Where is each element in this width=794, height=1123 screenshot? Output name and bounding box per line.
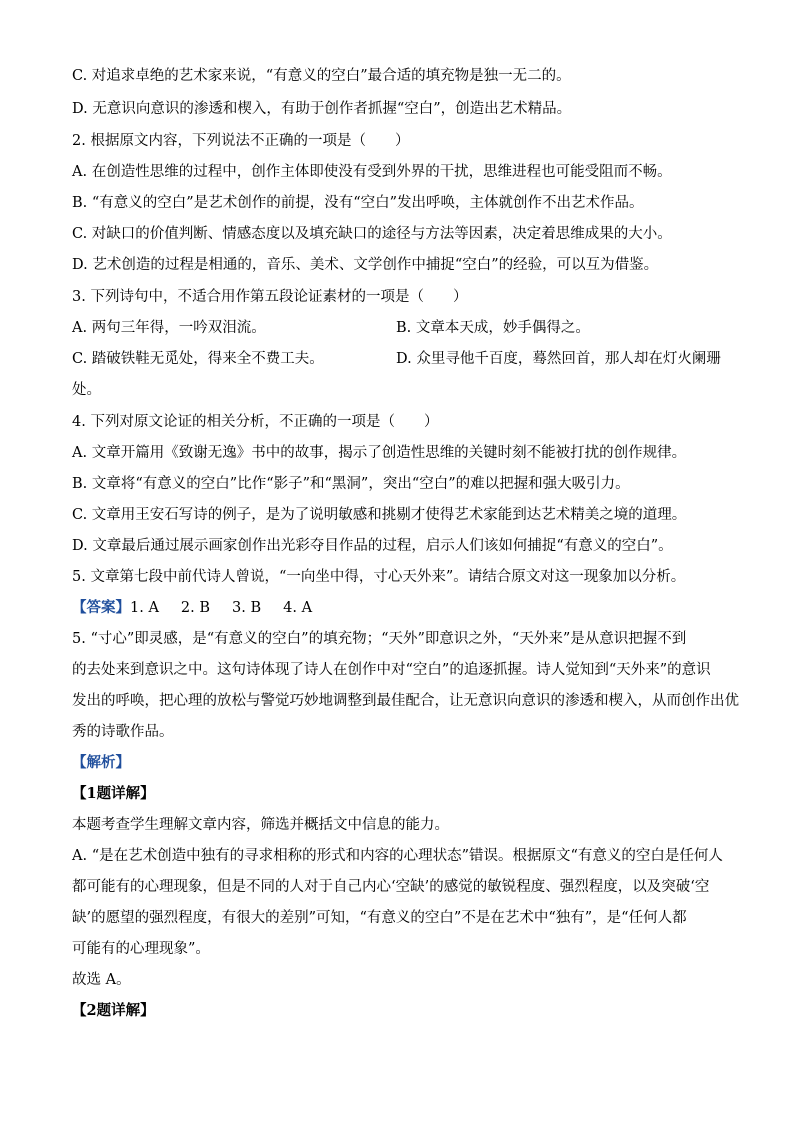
q3-stem: 3. 下列诗句中，不适合用作第五段论证素材的一项是（ ） bbox=[72, 289, 468, 305]
q2-option-d: D. 艺术创造的过程是相通的，音乐、美术、文学创作中捕捉“空白”的经验，可以互为借鉴。 bbox=[72, 257, 659, 273]
q1-detail-line: 都可能有的心理现象，但是不同的人对于自己内心‘空缺’的感觉的敏锐程度、强烈程度，以及突破‘空 bbox=[72, 879, 710, 895]
q5-stem: 5. 文章第七段中前代诗人曾说，“一向坐中得，寸心天外来”。请结合原文对这一现象加以分析。 bbox=[72, 569, 686, 585]
q1-detail-intro: 本题考查学生理解文章内容，筛选并概括文中信息的能力。 bbox=[72, 817, 449, 833]
answer-item: 4. A bbox=[283, 600, 313, 616]
answer-q5-line: 的去处来到意识之中。这句诗体现了诗人在创作中对“空白”的追逐抓握。诗人觉知到“天外来”的意识 bbox=[72, 662, 711, 678]
q1-detail-line: A. “是在艺术创造中独有的寻求相称的形式和内容的心理状态”错误。根据原文“有意义的空白是任何人 bbox=[72, 848, 723, 864]
q2-option-a: A. 在创造性思维的过程中，创作主体即使没有受到外界的干扰，思维进程也可能受阻而不畅。 bbox=[72, 164, 672, 180]
q1-option-c: C. 对追求卓绝的艺术家来说，“有意义的空白”最合适的填充物是独一无二的。 bbox=[72, 68, 571, 84]
q2-stem: 2. 根据原文内容，下列说法不正确的一项是（ ） bbox=[72, 133, 410, 149]
answer-q5-line: 5. “寸心”即灵感，是“有意义的空白”的填充物；“天外”即意识之外，“天外来”是从意识把握不到 bbox=[72, 631, 687, 647]
q3-options-row1 bbox=[72, 318, 724, 338]
q1-detail-line: 可能有的心理现象”。 bbox=[72, 941, 210, 957]
q3-option-d: D. 众里寻他千百度，蓦然回首，那人却在灯火阑珊 bbox=[396, 351, 721, 367]
answer-item: 2. B bbox=[180, 600, 211, 616]
q3-option-d-continued: 处。 bbox=[72, 382, 101, 398]
q1-option-d: D. 无意识向意识的渗透和楔入，有助于创作者抓握“空白”，创造出艺术精品。 bbox=[72, 101, 572, 117]
q4-stem: 4. 下列对原文论证的相关分析，不正确的一项是（ ） bbox=[72, 414, 439, 430]
answer-item: 1. A bbox=[130, 600, 159, 616]
analysis-label: 【解析】 bbox=[72, 754, 130, 771]
q1-detail-title: 【1题详解】 bbox=[72, 785, 155, 802]
q1-choice: 故选 A。 bbox=[72, 972, 131, 988]
answer-item: 3. B bbox=[232, 600, 262, 616]
q3-option-c: C. 踏破铁鞋无觅处，得来全不费工夫。 bbox=[72, 351, 324, 367]
q2-detail-title: 【2题详解】 bbox=[72, 1002, 155, 1019]
answer-q5-line: 发出的呼唤，把心理的放松与警觉巧妙地调整到最佳配合，让无意识向意识的渗透和楔入，从而创作出优 bbox=[72, 693, 739, 709]
q2-option-b: B. “有意义的空白”是艺术创作的前提，没有“空白”发出呼唤，主体就创作不出艺术作品。 bbox=[72, 195, 644, 211]
q3-options-row2 bbox=[72, 349, 724, 369]
q4-option-d: D. 文章最后通过展示画家创作出光彩夺目作品的过程，启示人们该如何捕捉“有意义的空白”。 bbox=[72, 538, 673, 554]
answer-q5-line: 秀的诗歌作品。 bbox=[72, 724, 174, 740]
q3-option-a: A. 两句三年得，一吟双泪流。 bbox=[72, 320, 266, 336]
answer-row bbox=[72, 598, 724, 618]
q4-option-a: A. 文章开篇用《致谢无逸》书中的故事，揭示了创造性思维的关键时刻不能被打扰的创作规律。 bbox=[72, 445, 687, 461]
q1-detail-line: 缺’的愿望的强烈程度，有很大的差别”可知，“有意义的空白”不是在艺术中“独有”，是“任何人都 bbox=[72, 910, 687, 926]
q4-option-c: C. 文章用王安石写诗的例子，是为了说明敏感和挑剔才使得艺术家能到达艺术精美之境的道理。 bbox=[72, 507, 687, 523]
q4-option-b: B. 文章将“有意义的空白”比作“影子”和“黑洞”，突出“空白”的难以把握和强大吸引力。 bbox=[72, 476, 630, 492]
q3-option-b: B. 文章本天成，妙手偶得之。 bbox=[396, 320, 590, 336]
q2-option-c: C. 对缺口的价值判断、情感态度以及填充缺口的途径与方法等因素，决定着思维成果的大小。 bbox=[72, 226, 672, 242]
answer-label: 【答案】 bbox=[72, 599, 130, 616]
